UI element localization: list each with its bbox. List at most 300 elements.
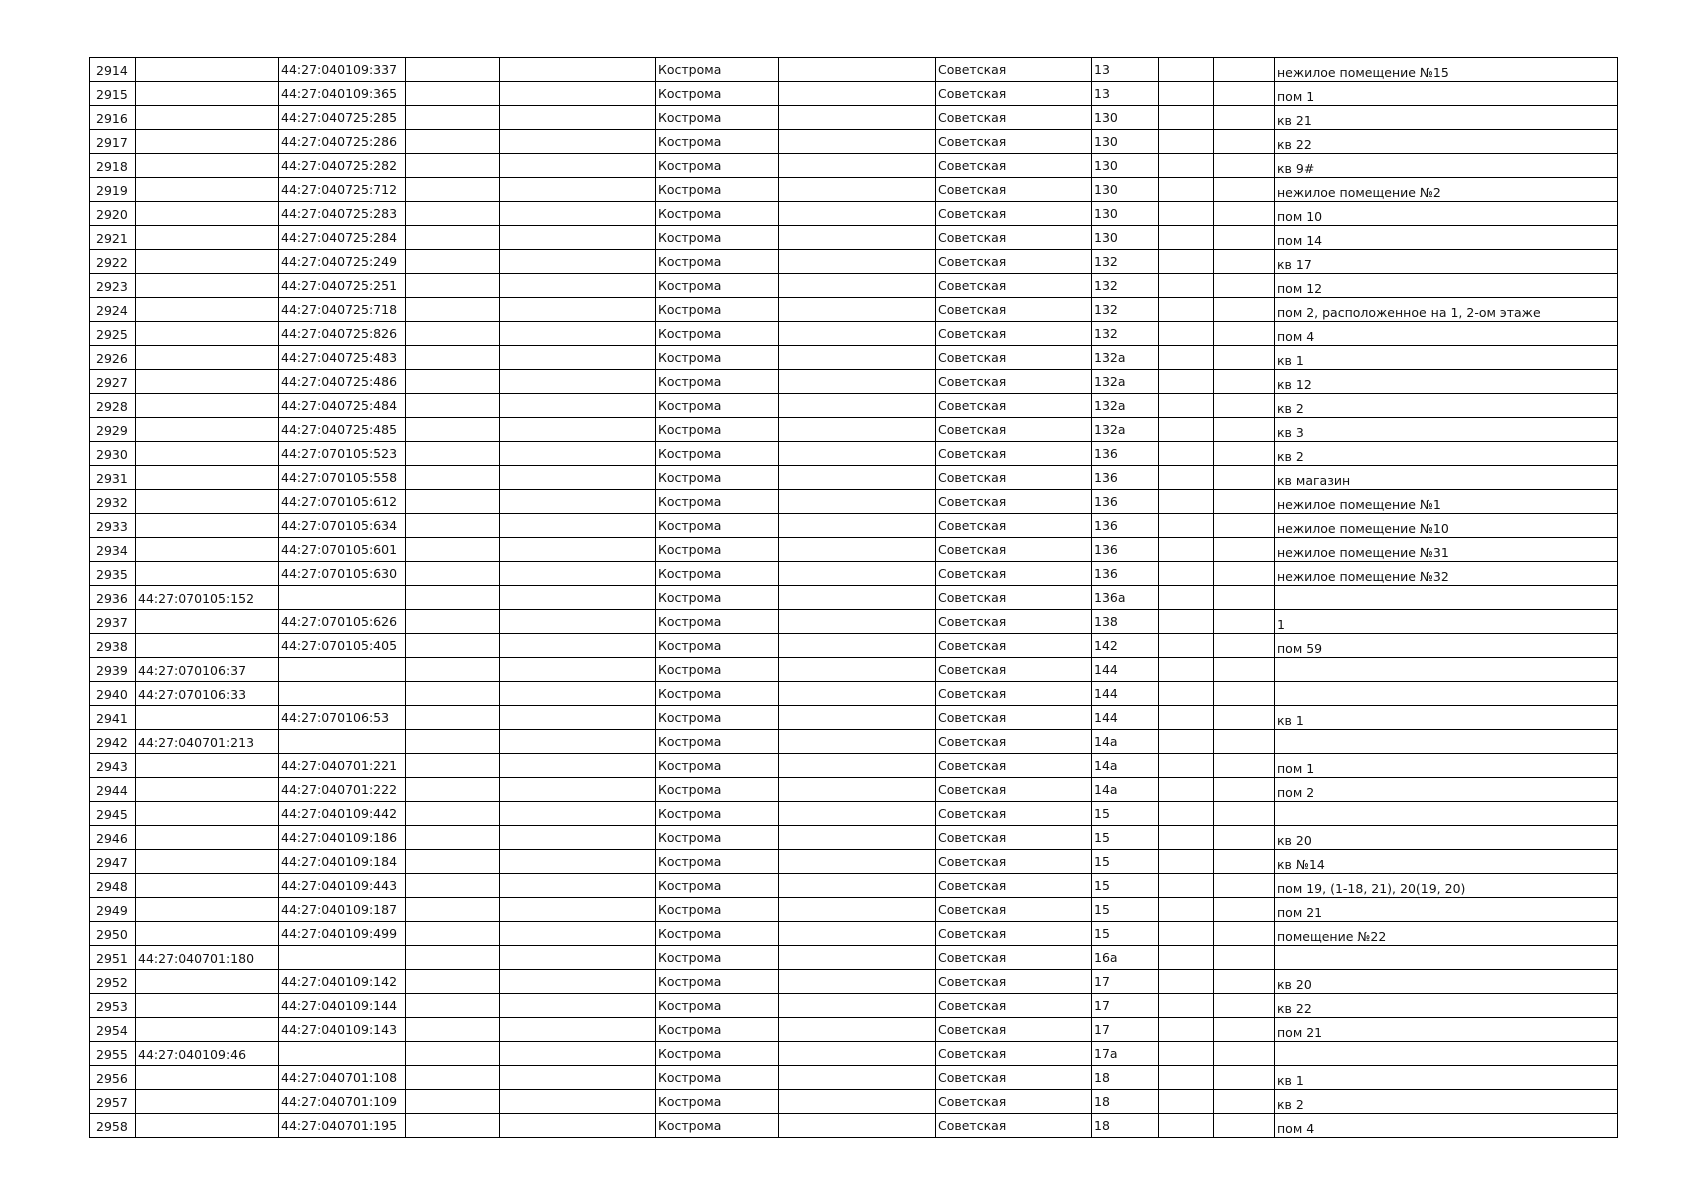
premises-text: пом 1 — [1277, 89, 1315, 104]
city-text: Кострома — [658, 686, 722, 701]
street-text: Советская — [938, 854, 1007, 869]
row-number-text: 2948 — [96, 879, 128, 894]
parent-cadastral-number-cell — [136, 874, 279, 898]
parent-cadastral-number-cell — [136, 394, 279, 418]
table-row — [90, 802, 1618, 826]
district-cell — [500, 370, 656, 394]
district-cell — [500, 1042, 656, 1066]
locality-cell — [779, 538, 936, 562]
building-cell — [1159, 898, 1214, 922]
region-cell — [406, 1018, 500, 1042]
house-number-text: 144 — [1094, 710, 1118, 725]
premises-cell — [1275, 418, 1618, 442]
house-number-cell — [1092, 154, 1159, 178]
premises-text: кв 22 — [1277, 1001, 1312, 1016]
district-cell — [500, 226, 656, 250]
city-text: Кострома — [658, 326, 722, 341]
city-text: Кострома — [658, 926, 722, 941]
building-cell — [1159, 922, 1214, 946]
locality-cell — [779, 1066, 936, 1090]
district-cell — [500, 442, 656, 466]
structure-cell — [1214, 658, 1275, 682]
locality-cell — [779, 826, 936, 850]
house-number-cell — [1092, 682, 1159, 706]
structure-cell — [1214, 106, 1275, 130]
cadastral-number-text: 44:27:040701:195 — [281, 1118, 398, 1133]
street-text: Советская — [938, 494, 1007, 509]
district-cell — [500, 658, 656, 682]
building-cell — [1159, 226, 1214, 250]
street-cell — [936, 370, 1092, 394]
locality-cell — [779, 898, 936, 922]
street-cell — [936, 850, 1092, 874]
table-row — [90, 658, 1618, 682]
building-cell — [1159, 106, 1214, 130]
locality-cell — [779, 754, 936, 778]
city-cell — [656, 418, 779, 442]
row-number-text: 2930 — [96, 447, 128, 462]
building-cell — [1159, 58, 1214, 82]
cadastral-number-text: 44:27:040725:486 — [281, 374, 398, 389]
region-cell — [406, 130, 500, 154]
cadastral-number-cell — [279, 58, 406, 82]
premises-cell — [1275, 394, 1618, 418]
house-number-cell — [1092, 874, 1159, 898]
street-cell — [936, 562, 1092, 586]
structure-cell — [1214, 322, 1275, 346]
parent-cadastral-number-cell — [136, 586, 279, 610]
district-cell — [500, 298, 656, 322]
district-cell — [500, 202, 656, 226]
cadastral-number-cell — [279, 466, 406, 490]
house-number-text: 15 — [1094, 854, 1110, 869]
house-number-cell — [1092, 538, 1159, 562]
city-text: Кострома — [658, 110, 722, 125]
premises-cell — [1275, 610, 1618, 634]
street-text: Советская — [938, 830, 1007, 845]
structure-cell — [1214, 370, 1275, 394]
cadastral-number-cell — [279, 994, 406, 1018]
structure-cell — [1214, 1042, 1275, 1066]
city-text: Кострома — [658, 374, 722, 389]
premises-cell — [1275, 874, 1618, 898]
row-number-cell — [90, 1090, 136, 1114]
building-cell — [1159, 82, 1214, 106]
street-cell — [936, 994, 1092, 1018]
row-number-text: 2917 — [96, 135, 128, 150]
row-number-cell — [90, 922, 136, 946]
street-text: Советская — [938, 950, 1007, 965]
row-number-text: 2940 — [96, 687, 128, 702]
house-number-text: 136 — [1094, 542, 1118, 557]
locality-cell — [779, 274, 936, 298]
table-row — [90, 778, 1618, 802]
row-number-cell — [90, 778, 136, 802]
building-cell — [1159, 634, 1214, 658]
city-text: Кострома — [658, 1046, 722, 1061]
house-number-text: 15 — [1094, 926, 1110, 941]
region-cell — [406, 154, 500, 178]
structure-cell — [1214, 610, 1275, 634]
locality-cell — [779, 634, 936, 658]
locality-cell — [779, 346, 936, 370]
city-text: Кострома — [658, 950, 722, 965]
row-number-text: 2919 — [96, 183, 128, 198]
house-number-text: 130 — [1094, 182, 1118, 197]
cadastral-number-text: 44:27:040725:286 — [281, 134, 398, 149]
table-row — [90, 442, 1618, 466]
structure-cell — [1214, 706, 1275, 730]
structure-cell — [1214, 1114, 1275, 1138]
row-number-cell — [90, 1066, 136, 1090]
street-cell — [936, 298, 1092, 322]
table-row — [90, 826, 1618, 850]
city-text: Кострома — [658, 878, 722, 893]
region-cell — [406, 106, 500, 130]
locality-cell — [779, 154, 936, 178]
district-cell — [500, 562, 656, 586]
parent-cadastral-number-cell — [136, 226, 279, 250]
row-number-text: 2945 — [96, 807, 128, 822]
structure-cell — [1214, 202, 1275, 226]
city-cell — [656, 946, 779, 970]
premises-cell — [1275, 82, 1618, 106]
row-number-text: 2952 — [96, 975, 128, 990]
cadastral-number-cell — [279, 970, 406, 994]
city-cell — [656, 898, 779, 922]
district-cell — [500, 586, 656, 610]
table-row — [90, 1114, 1618, 1138]
structure-cell — [1214, 946, 1275, 970]
city-text: Кострома — [658, 278, 722, 293]
cadastral-number-text: 44:27:070105:405 — [281, 638, 398, 653]
house-number-text: 136 — [1094, 566, 1118, 581]
house-number-text: 130 — [1094, 134, 1118, 149]
premises-cell — [1275, 226, 1618, 250]
building-cell — [1159, 1090, 1214, 1114]
premises-text: кв 12 — [1277, 377, 1312, 392]
street-text: Советская — [938, 182, 1007, 197]
city-text: Кострома — [658, 638, 722, 653]
region-cell — [406, 1042, 500, 1066]
street-text: Советская — [938, 110, 1007, 125]
district-cell — [500, 466, 656, 490]
house-number-text: 18 — [1094, 1070, 1110, 1085]
house-number-text: 132а — [1094, 350, 1126, 365]
table-row — [90, 130, 1618, 154]
city-cell — [656, 442, 779, 466]
house-number-text: 18 — [1094, 1118, 1110, 1133]
premises-text: нежилое помещение №15 — [1277, 65, 1449, 80]
parent-cadastral-number-cell — [136, 298, 279, 322]
document-page — [89, 57, 1618, 1138]
locality-cell — [779, 586, 936, 610]
city-cell — [656, 514, 779, 538]
structure-cell — [1214, 754, 1275, 778]
premises-cell — [1275, 1090, 1618, 1114]
district-cell — [500, 418, 656, 442]
cadastral-number-cell — [279, 682, 406, 706]
house-number-cell — [1092, 58, 1159, 82]
house-number-cell — [1092, 514, 1159, 538]
cadastral-number-cell — [279, 82, 406, 106]
parent-cadastral-number-text: 44:27:040701:180 — [138, 951, 255, 966]
cadastral-number-cell — [279, 634, 406, 658]
district-cell — [500, 178, 656, 202]
district-cell — [500, 1066, 656, 1090]
row-number-text: 2929 — [96, 423, 128, 438]
cadastral-number-cell — [279, 226, 406, 250]
table-row — [90, 202, 1618, 226]
region-cell — [406, 274, 500, 298]
city-text: Кострома — [658, 902, 722, 917]
row-number-cell — [90, 226, 136, 250]
street-text: Советская — [938, 206, 1007, 221]
street-text: Советская — [938, 470, 1007, 485]
house-number-text: 132а — [1094, 374, 1126, 389]
locality-cell — [779, 730, 936, 754]
house-number-cell — [1092, 922, 1159, 946]
structure-cell — [1214, 994, 1275, 1018]
city-cell — [656, 154, 779, 178]
district-cell — [500, 634, 656, 658]
street-text: Советская — [938, 158, 1007, 173]
cadastral-number-text: 44:27:040725:484 — [281, 398, 398, 413]
city-cell — [656, 610, 779, 634]
city-cell — [656, 682, 779, 706]
parent-cadastral-number-cell — [136, 754, 279, 778]
street-cell — [936, 682, 1092, 706]
structure-cell — [1214, 682, 1275, 706]
house-number-text: 17а — [1094, 1046, 1118, 1061]
region-cell — [406, 682, 500, 706]
street-cell — [936, 610, 1092, 634]
district-cell — [500, 538, 656, 562]
region-cell — [406, 394, 500, 418]
cadastral-number-cell — [279, 826, 406, 850]
parent-cadastral-number-text: 44:27:070105:152 — [138, 591, 255, 606]
row-number-text: 2950 — [96, 927, 128, 942]
cadastral-number-cell — [279, 538, 406, 562]
house-number-text: 13 — [1094, 86, 1110, 101]
premises-cell — [1275, 178, 1618, 202]
cadastral-number-text: 44:27:040725:826 — [281, 326, 398, 341]
district-cell — [500, 850, 656, 874]
house-number-cell — [1092, 202, 1159, 226]
region-cell — [406, 562, 500, 586]
premises-text: кв №14 — [1277, 857, 1325, 872]
premises-cell — [1275, 754, 1618, 778]
cadastral-number-text: 44:27:040109:187 — [281, 902, 398, 917]
row-number-cell — [90, 562, 136, 586]
premises-cell — [1275, 826, 1618, 850]
row-number-text: 2926 — [96, 351, 128, 366]
premises-cell — [1275, 634, 1618, 658]
house-number-cell — [1092, 490, 1159, 514]
cadastral-number-cell — [279, 1066, 406, 1090]
house-number-cell — [1092, 706, 1159, 730]
cadastral-number-text: 44:27:070105:558 — [281, 470, 398, 485]
city-cell — [656, 850, 779, 874]
house-number-text: 132 — [1094, 326, 1118, 341]
district-cell — [500, 994, 656, 1018]
structure-cell — [1214, 490, 1275, 514]
street-text: Советская — [938, 1070, 1007, 1085]
parent-cadastral-number-cell — [136, 490, 279, 514]
house-number-text: 136 — [1094, 494, 1118, 509]
premises-text: пом 4 — [1277, 1121, 1315, 1136]
house-number-cell — [1092, 394, 1159, 418]
city-text: Кострома — [658, 758, 722, 773]
parent-cadastral-number-cell — [136, 274, 279, 298]
city-text: Кострома — [658, 830, 722, 845]
row-number-text: 2941 — [96, 711, 128, 726]
structure-cell — [1214, 874, 1275, 898]
building-cell — [1159, 418, 1214, 442]
structure-cell — [1214, 1066, 1275, 1090]
locality-cell — [779, 442, 936, 466]
structure-cell — [1214, 274, 1275, 298]
table-row — [90, 106, 1618, 130]
table-row — [90, 538, 1618, 562]
street-text: Советская — [938, 326, 1007, 341]
cadastral-number-text: 44:27:040725:712 — [281, 182, 398, 197]
street-text: Советская — [938, 1094, 1007, 1109]
table-row — [90, 394, 1618, 418]
street-text: Советская — [938, 638, 1007, 653]
region-cell — [406, 586, 500, 610]
table-row — [90, 250, 1618, 274]
region-cell — [406, 322, 500, 346]
building-cell — [1159, 730, 1214, 754]
city-text: Кострома — [658, 182, 722, 197]
building-cell — [1159, 970, 1214, 994]
table-row — [90, 682, 1618, 706]
locality-cell — [779, 1114, 936, 1138]
street-cell — [936, 922, 1092, 946]
region-cell — [406, 946, 500, 970]
structure-cell — [1214, 130, 1275, 154]
street-text: Советская — [938, 926, 1007, 941]
cadastral-number-cell — [279, 274, 406, 298]
city-text: Кострома — [658, 518, 722, 533]
premises-cell — [1275, 730, 1618, 754]
locality-cell — [779, 682, 936, 706]
street-cell — [936, 346, 1092, 370]
house-number-text: 17 — [1094, 998, 1110, 1013]
city-text: Кострома — [658, 350, 722, 365]
building-cell — [1159, 442, 1214, 466]
cadastral-number-text: 44:27:040725:285 — [281, 110, 398, 125]
parent-cadastral-number-cell — [136, 538, 279, 562]
house-number-cell — [1092, 82, 1159, 106]
table-row — [90, 418, 1618, 442]
cadastral-number-cell — [279, 610, 406, 634]
house-number-text: 142 — [1094, 638, 1118, 653]
cadastral-number-text: 44:27:040109:142 — [281, 974, 398, 989]
city-cell — [656, 394, 779, 418]
city-text: Кострома — [658, 422, 722, 437]
parent-cadastral-number-cell — [136, 178, 279, 202]
city-text: Кострома — [658, 998, 722, 1013]
street-cell — [936, 658, 1092, 682]
premises-text: пом 14 — [1277, 233, 1323, 248]
premises-cell — [1275, 922, 1618, 946]
street-cell — [936, 58, 1092, 82]
table-row — [90, 226, 1618, 250]
premises-text: кв 2 — [1277, 401, 1304, 416]
region-cell — [406, 538, 500, 562]
parent-cadastral-number-cell — [136, 706, 279, 730]
table-row — [90, 178, 1618, 202]
house-number-cell — [1092, 898, 1159, 922]
district-cell — [500, 1114, 656, 1138]
row-number-text: 2944 — [96, 783, 128, 798]
cadastral-number-cell — [279, 514, 406, 538]
row-number-cell — [90, 730, 136, 754]
street-cell — [936, 706, 1092, 730]
table-row — [90, 82, 1618, 106]
street-cell — [936, 1090, 1092, 1114]
street-cell — [936, 826, 1092, 850]
street-cell — [936, 250, 1092, 274]
city-text: Кострома — [658, 470, 722, 485]
building-cell — [1159, 1042, 1214, 1066]
region-cell — [406, 418, 500, 442]
premises-cell — [1275, 466, 1618, 490]
premises-cell — [1275, 778, 1618, 802]
city-cell — [656, 970, 779, 994]
district-cell — [500, 970, 656, 994]
row-number-cell — [90, 1114, 136, 1138]
district-cell — [500, 922, 656, 946]
cadastral-number-cell — [279, 754, 406, 778]
city-cell — [656, 1042, 779, 1066]
premises-cell — [1275, 562, 1618, 586]
building-cell — [1159, 874, 1214, 898]
building-cell — [1159, 178, 1214, 202]
row-number-text: 2942 — [96, 735, 128, 750]
premises-text: нежилое помещение №2 — [1277, 185, 1441, 200]
parent-cadastral-number-cell — [136, 442, 279, 466]
cadastral-number-cell — [279, 1018, 406, 1042]
building-cell — [1159, 250, 1214, 274]
house-number-text: 130 — [1094, 110, 1118, 125]
house-number-cell — [1092, 610, 1159, 634]
premises-text: пом 1 — [1277, 761, 1315, 776]
premises-cell — [1275, 322, 1618, 346]
locality-cell — [779, 322, 936, 346]
cadastral-number-cell — [279, 370, 406, 394]
parent-cadastral-number-text: 44:27:070106:37 — [138, 663, 247, 678]
premises-cell — [1275, 106, 1618, 130]
row-number-cell — [90, 826, 136, 850]
street-cell — [936, 442, 1092, 466]
street-text: Советская — [938, 614, 1007, 629]
premises-cell — [1275, 490, 1618, 514]
street-text: Советская — [938, 302, 1007, 317]
cadastral-number-cell — [279, 706, 406, 730]
building-cell — [1159, 754, 1214, 778]
row-number-text: 2924 — [96, 303, 128, 318]
street-text: Советская — [938, 374, 1007, 389]
city-cell — [656, 178, 779, 202]
row-number-cell — [90, 754, 136, 778]
table-body — [90, 58, 1618, 1138]
premises-text: 1 — [1277, 617, 1285, 632]
street-cell — [936, 82, 1092, 106]
building-cell — [1159, 562, 1214, 586]
